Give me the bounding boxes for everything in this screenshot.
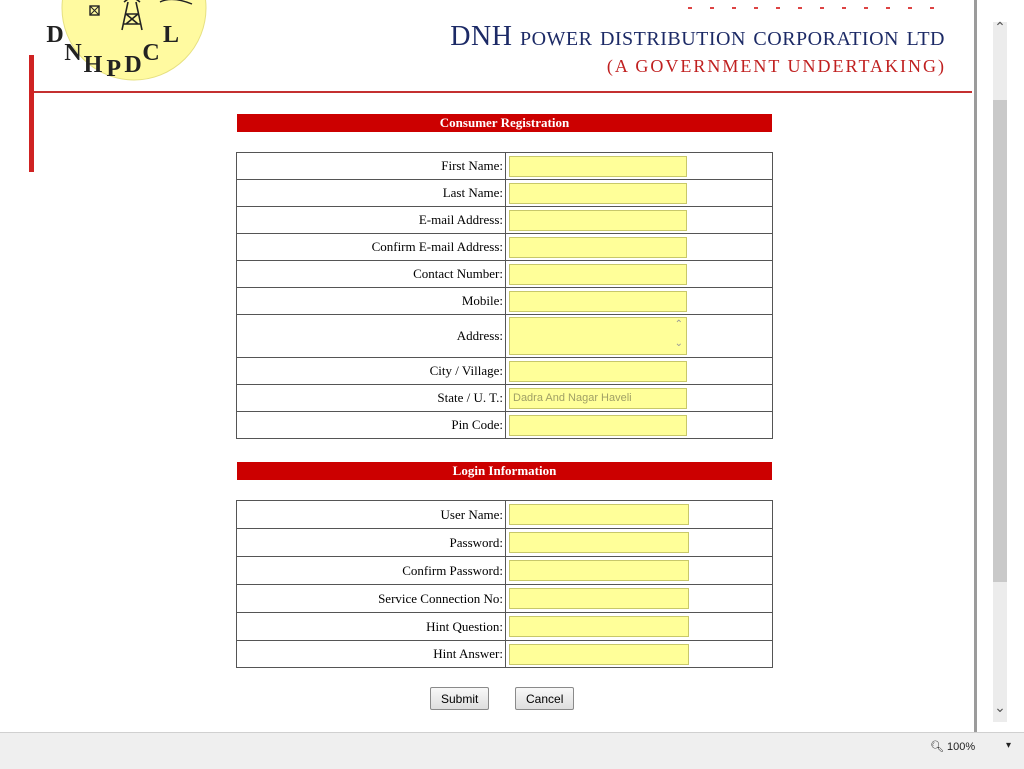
form-row — [237, 613, 773, 641]
last-name-label: Last Name: — [237, 180, 506, 207]
user-name-label: User Name: — [237, 501, 506, 529]
contact-number-label: Contact Number: — [237, 261, 506, 288]
header-divider — [34, 91, 972, 93]
chevron-down-icon[interactable]: ⌄ — [994, 701, 1006, 716]
password-input[interactable] — [509, 532, 689, 553]
zoom-icon: 🔍︎ — [930, 741, 944, 753]
confirm-email-label: Confirm E-mail Address: — [237, 234, 506, 261]
scrollbar-thumb[interactable] — [993, 100, 1007, 582]
state-input[interactable] — [509, 388, 687, 409]
decorative-strip — [29, 55, 34, 172]
user-name-input[interactable] — [509, 504, 689, 525]
login-form — [236, 500, 773, 668]
form-row — [237, 261, 773, 288]
form-row — [237, 234, 773, 261]
pin-code-input[interactable] — [509, 415, 687, 436]
hint-question-label: Hint Question: — [237, 613, 506, 641]
form-row — [237, 207, 773, 234]
password-label: Password: — [237, 529, 506, 557]
chevron-down-icon[interactable]: ⌄ — [674, 338, 683, 349]
form-row — [237, 315, 773, 358]
confirm-email-input[interactable] — [509, 237, 687, 258]
form-row — [237, 385, 773, 412]
organization-title: DNH power distribution corporation ltd — [450, 21, 945, 52]
city-input[interactable] — [509, 361, 687, 382]
status-bar — [0, 732, 1024, 769]
last-name-input[interactable] — [509, 183, 687, 204]
scrollbar-border — [974, 0, 977, 732]
address-textarea[interactable] — [509, 317, 687, 355]
chevron-up-icon[interactable]: ⌃ — [994, 21, 1006, 36]
service-connection-input[interactable] — [509, 588, 689, 609]
first-name-input[interactable] — [509, 156, 687, 177]
login-information-heading: Login Information — [237, 462, 772, 480]
email-input[interactable] — [509, 210, 687, 231]
hint-question-input[interactable] — [509, 616, 689, 637]
form-row — [237, 153, 773, 180]
address-label: Address: — [237, 315, 506, 358]
city-label: City / Village: — [237, 358, 506, 385]
form-row — [237, 557, 773, 585]
form-row — [237, 288, 773, 315]
mobile-input[interactable] — [509, 291, 687, 312]
form-row — [237, 501, 773, 529]
first-name-label: First Name: — [237, 153, 506, 180]
form-row — [237, 641, 773, 668]
email-label: E-mail Address: — [237, 207, 506, 234]
form-row — [237, 358, 773, 385]
caret-down-icon[interactable]: ▾ — [1006, 740, 1012, 751]
logo-text: D N H P D C L — [46, 22, 182, 82]
form-row — [237, 412, 773, 439]
contact-number-input[interactable] — [509, 264, 687, 285]
hint-answer-input[interactable] — [509, 644, 689, 665]
confirm-password-input[interactable] — [509, 560, 689, 581]
service-connection-label: Service Connection No: — [237, 585, 506, 613]
organization-subtitle: (A GOVERNMENT UNDERTAKING) — [606, 56, 946, 76]
chevron-up-icon[interactable]: ⌃ — [674, 319, 683, 330]
confirm-password-label: Confirm Password: — [237, 557, 506, 585]
registration-form — [236, 152, 773, 439]
submit-button[interactable]: Submit — [430, 687, 489, 710]
mobile-label: Mobile: — [237, 288, 506, 315]
state-label: State / U. T.: — [237, 385, 506, 412]
form-row — [237, 180, 773, 207]
dnhpdcl-logo — [46, 0, 217, 90]
hint-answer-label: Hint Answer: — [237, 641, 506, 668]
form-row — [237, 585, 773, 613]
form-row — [237, 529, 773, 557]
cancel-button[interactable]: Cancel — [515, 687, 574, 710]
zoom-level[interactable] — [930, 740, 975, 753]
decorative-dashes — [688, 7, 948, 9]
zoom-value: 100% — [947, 741, 976, 753]
consumer-registration-heading: Consumer Registration — [237, 114, 772, 132]
page-header — [0, 0, 974, 92]
pin-code-label: Pin Code: — [237, 412, 506, 439]
